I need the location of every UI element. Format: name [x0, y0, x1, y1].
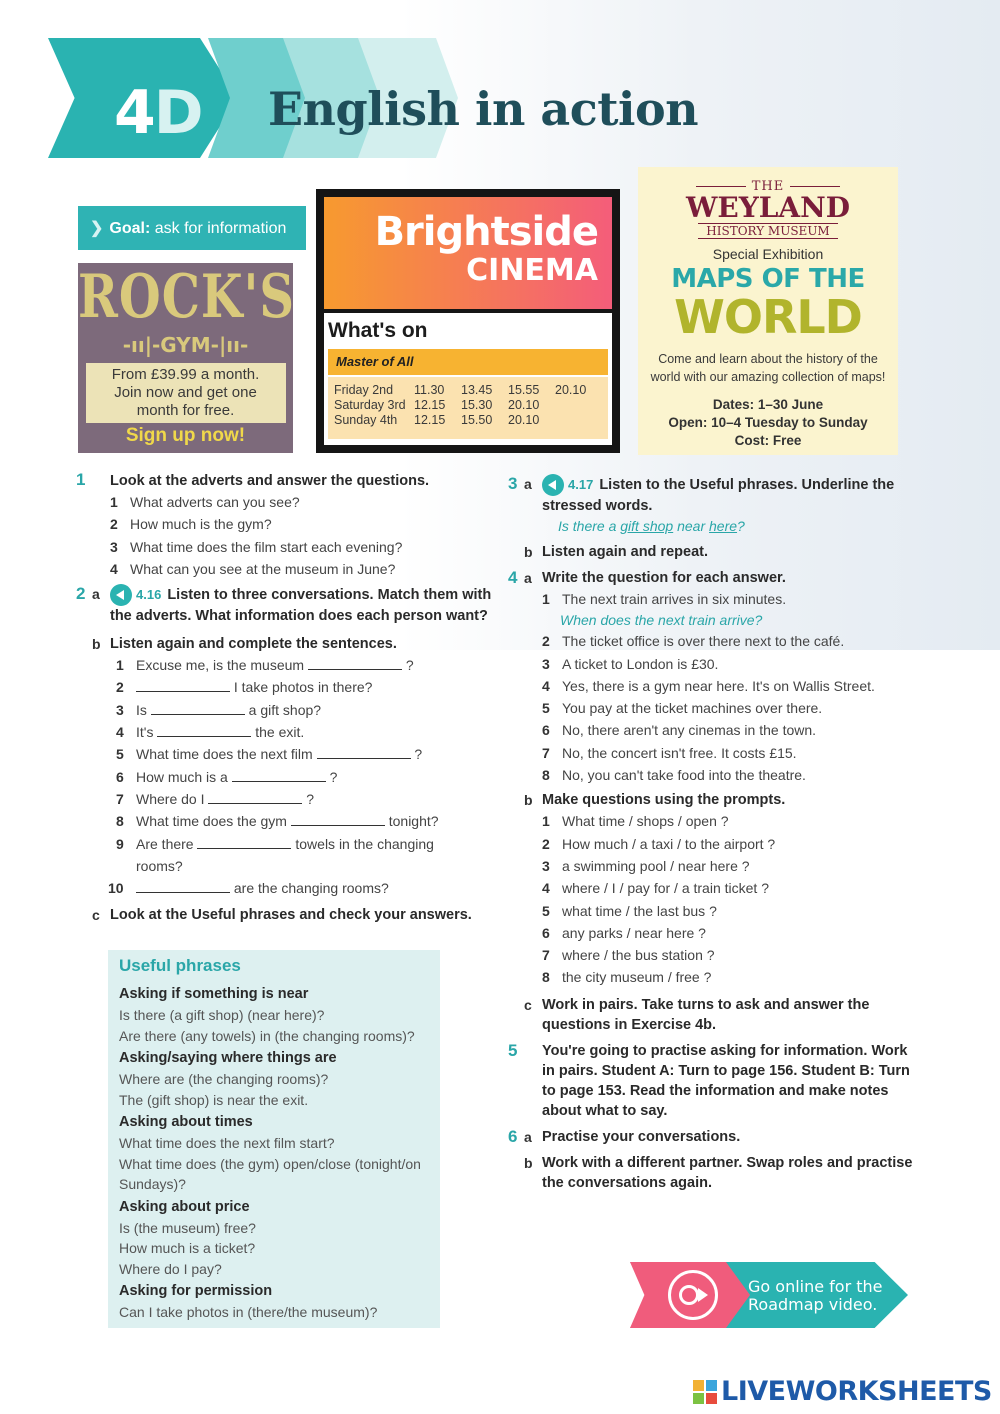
phrase-heading: Asking if something is near	[119, 986, 309, 1002]
showtime: 12.15	[414, 398, 446, 412]
item-text: How much / a taxi / to the airport ?	[562, 835, 776, 852]
list-item: 2 How much is the gym?	[110, 516, 272, 533]
museum-info	[638, 396, 898, 450]
phrase-heading: Asking/saying where things are	[119, 1050, 337, 1066]
film-title: Master of All	[336, 354, 414, 369]
showtime: 20.10	[555, 383, 587, 397]
logo-square	[693, 1380, 704, 1391]
item-text: Are there	[136, 835, 194, 852]
exercise-instruction: Listen again and complete the sentences.	[110, 636, 397, 653]
item-text: any parks / near here ?	[562, 924, 706, 941]
gym-cta: Sign up now!	[125, 425, 246, 446]
gym-subtitle: -ıı|-GYM-|ıı-	[122, 333, 249, 357]
exercise-number: 6	[508, 1126, 518, 1146]
item-number: 4	[116, 724, 124, 741]
gym-advert	[78, 263, 293, 453]
cinema-subtitle: CINEMA	[466, 253, 598, 288]
logo-square	[706, 1393, 717, 1404]
item-number: 6	[116, 768, 124, 785]
phrase-line: What time does (the gym) open/close (tonight/on	[119, 1155, 421, 1172]
list-item: 1 The next train arrives in six minutes.	[542, 591, 787, 607]
museum-the: THE	[638, 179, 898, 194]
exercise-number: 4	[508, 568, 518, 587]
exercise-5	[508, 1041, 918, 1121]
item-text: a swimming pool / near here ?	[562, 857, 750, 874]
item-number: 10	[108, 880, 124, 897]
example-answer	[508, 516, 918, 536]
list-item: 6 No, there aren't any cinemas in the town.	[542, 722, 817, 739]
showtime: 15.30	[461, 398, 493, 412]
list-item: 6 any parks / near here ?	[542, 924, 706, 941]
track-number: 4.16	[136, 587, 162, 603]
whats-on-heading: What's on	[328, 319, 428, 342]
answer-blank[interactable]	[308, 658, 402, 670]
list-item	[116, 788, 496, 810]
cinema-name: Brightside	[374, 209, 598, 255]
exercise-instruction: Write the question for each answer.	[542, 570, 786, 586]
item-text: tonight?	[388, 813, 439, 830]
list-item	[108, 877, 496, 899]
item-text: A ticket to London is £30.	[562, 655, 719, 672]
useful-phrases-title: Useful phrases	[119, 956, 241, 975]
exercise-instruction: Look at the Useful phrases and check your answers.	[110, 907, 472, 924]
list-item	[116, 699, 496, 721]
item-text: The next train arrives in six minutes.	[562, 591, 787, 607]
gym-offer-line: month for free.	[136, 402, 235, 419]
list-item: 7 No, the concert isn't free. It costs £15.	[542, 744, 797, 761]
sub-label: b	[524, 792, 533, 809]
phrase-heading: Asking about times	[119, 1114, 253, 1130]
list-item: 3 a swimming pool / near here ?	[542, 857, 750, 874]
item-text: rooms?	[136, 857, 183, 874]
liveworksheets-logo-icon	[693, 1380, 717, 1404]
museum-exhibit-world: WORLD	[674, 290, 862, 344]
camera-body-shape	[698, 1288, 708, 1302]
sub-label: a	[92, 586, 100, 603]
sub-label: b	[524, 1154, 533, 1171]
showtime-day: Friday 2nd	[334, 383, 394, 397]
phrase-line: Can I take photos in (there/the museum)?	[119, 1304, 378, 1320]
item-text: You pay at the ticket machines over there.	[562, 700, 823, 717]
list-item: 2 The ticket office is over there next to the café.	[542, 633, 845, 650]
item-number: 8	[116, 813, 124, 830]
showtime: 13.45	[461, 383, 493, 397]
phrase-line: How much is a ticket?	[119, 1240, 256, 1256]
exercise-1	[76, 470, 496, 580]
item-number: 2	[116, 679, 124, 696]
list-item: 4 where / I / pay for / a train ticket ?	[542, 880, 769, 897]
phrase-line: What time does the next film start?	[119, 1135, 335, 1151]
phrase-line: Is (the museum) free?	[119, 1219, 256, 1236]
phrase-line: Is there (a gift shop) (near here)?	[119, 1007, 325, 1023]
sub-label: a	[524, 570, 532, 586]
exercise-instruction: Make questions using the prompts.	[542, 792, 786, 809]
useful-phrases-box	[108, 950, 440, 1328]
list-item	[116, 743, 496, 765]
track-number: 4.17	[568, 476, 594, 492]
video-banner-text[interactable]: Go online for the Roadmap video.	[748, 1277, 883, 1314]
goal-banner	[78, 206, 306, 250]
item-text: are the changing rooms?	[233, 880, 389, 897]
logo-square	[693, 1393, 704, 1404]
answer-blank[interactable]	[232, 770, 326, 782]
audio-icon[interactable]	[542, 474, 564, 496]
showtime-row	[334, 383, 608, 398]
list-item: 1 What time / shops / open ?	[542, 813, 729, 830]
showtime-row	[334, 398, 608, 413]
showtime: 11.30	[414, 383, 445, 397]
item-text: No, you can't take food into the theatre.	[562, 767, 806, 784]
right-column	[508, 474, 918, 1193]
item-text: where / I / pay for / a train ticket ?	[562, 880, 769, 897]
sub-label: c	[524, 996, 532, 1013]
item-text: ?	[329, 768, 338, 785]
exercise-instruction: You're going to practise asking for information. Work in pairs. Student A: Turn to page 156. Student B: Turn to page 153. Read the information and make notes about what to say.	[542, 1042, 910, 1119]
exercise-number: 2	[76, 584, 86, 604]
answer-blank[interactable]	[317, 747, 411, 759]
camera-lens-shape	[679, 1285, 699, 1305]
chevron-right-icon: ❯	[90, 220, 104, 237]
gym-offer-line: From £39.99 a month.	[111, 366, 260, 383]
exercise-instruction: Look at the adverts and answer the questions.	[110, 473, 430, 489]
exercise-instruction: Listen again and repeat.	[542, 544, 708, 560]
item-text: No, there aren't any cinemas in the town.	[562, 722, 817, 739]
roadmap-video-banner[interactable]	[630, 1262, 908, 1328]
item-text: What time does the next film	[136, 746, 313, 763]
phrase-heading: Asking for permission	[119, 1283, 273, 1299]
item-text: Is	[136, 701, 147, 718]
phrase-line: The (gift shop) is near the exit.	[119, 1091, 309, 1108]
gym-offer	[86, 363, 286, 423]
sub-label: a	[524, 476, 532, 492]
example-text: near	[673, 518, 710, 534]
museum-cost: Cost: Free	[734, 433, 802, 448]
item-text: The ticket office is over there next to the café.	[562, 633, 845, 650]
list-item	[116, 721, 496, 743]
museum-dates: Dates: 1–30 June	[712, 397, 824, 412]
item-number: 9	[116, 835, 124, 852]
item-text: ?	[414, 746, 423, 763]
list-item-continued	[116, 855, 496, 877]
item-text: I take photos in there?	[233, 679, 373, 696]
item-text: a gift shop?	[248, 701, 322, 718]
cinema-header	[324, 197, 612, 309]
exercise-number: 5	[508, 1040, 518, 1060]
showtime: 20.10	[508, 413, 540, 427]
item-text: What time does the gym	[136, 813, 287, 830]
liveworksheets-brand	[693, 1376, 992, 1407]
showtimes	[328, 377, 608, 439]
sub-label: a	[524, 1128, 532, 1145]
item-text: the exit.	[255, 724, 305, 741]
museum-exhibit-title: MAPS OF THE	[671, 264, 865, 294]
left-column	[76, 470, 496, 925]
item-text: ?	[306, 790, 315, 807]
unit-letter: D	[153, 78, 202, 148]
museum-history: HISTORY MUSEUM	[698, 223, 837, 239]
list-item: 5 what time / the last bus ?	[542, 902, 717, 919]
answer-blank[interactable]	[157, 725, 251, 737]
list-item	[116, 810, 496, 832]
gym-offer-line: Join now and get one	[114, 384, 257, 401]
showtime-day: Sunday 4th	[334, 413, 398, 427]
item-text: It's	[136, 724, 154, 741]
showtime-row	[334, 413, 608, 428]
exercise-4	[508, 568, 918, 1035]
example-text: Is there a	[558, 518, 621, 534]
exercise-6	[508, 1127, 918, 1193]
showtime-day: Saturday 3rd	[334, 398, 406, 412]
exercise-3	[508, 474, 918, 562]
answer-blank[interactable]	[151, 703, 245, 715]
item-text: How much is a	[136, 768, 228, 785]
phrase-heading: Asking about price	[119, 1198, 250, 1215]
showtime: 20.10	[508, 398, 540, 412]
item-text: What can you see at the museum in June?	[130, 560, 396, 577]
exercise-instruction: Practise your conversations.	[542, 1128, 741, 1145]
audio-icon[interactable]	[110, 584, 132, 606]
goal-text: ask for information	[154, 220, 287, 237]
gym-name: ROCK'S	[78, 262, 295, 332]
exercise-instruction: Work in pairs. Take turns to ask and answer the questions in Exercise 4b.	[542, 996, 870, 1033]
showtime: 15.50	[461, 413, 493, 427]
unit-number	[114, 78, 202, 148]
list-item: 8 No, you can't take food into the theatre.	[542, 767, 806, 784]
exercise-instruction: Listen to three conversations. Match them with the adverts. What information does each person want?	[110, 587, 492, 625]
list-item	[116, 676, 496, 698]
example-stressed: here	[709, 518, 738, 534]
item-text: Yes, there is a gym near here. It's on Wallis Street.	[562, 677, 875, 694]
museum-advert	[638, 167, 898, 455]
goal-label: Goal:	[109, 220, 151, 237]
list-item	[116, 766, 496, 788]
showtime: 12.15	[414, 413, 446, 427]
exercise-instruction: Work with a different partner. Swap roles and practise the conversations again.	[542, 1154, 913, 1191]
exercise-2	[76, 584, 496, 925]
film-bar	[328, 349, 608, 375]
cinema-advert	[316, 189, 620, 453]
exercise-number: 1	[76, 470, 86, 489]
exercise-number: 3	[508, 474, 518, 493]
phrase-line: Where are (the changing rooms)?	[119, 1071, 329, 1087]
unit-digit: 4	[114, 78, 154, 148]
list-item	[116, 654, 496, 676]
list-item: 3 A ticket to London is £30.	[542, 655, 719, 672]
item-text: What adverts can you see?	[130, 494, 300, 510]
brand-name: LIVEWORKSHEETS	[721, 1376, 992, 1407]
item-text: ?	[405, 657, 414, 674]
list-item: 1 What adverts can you see?	[110, 494, 300, 510]
answer-blank[interactable]	[136, 680, 230, 692]
list-item: 4 Yes, there is a gym near here. It's on Wallis Street.	[542, 677, 875, 694]
item-text: No, the concert isn't free. It costs £15.	[562, 744, 797, 761]
item-text: Excuse me, is the museum	[136, 657, 305, 674]
phrase-line: Sundays)?	[119, 1176, 186, 1192]
item-number: 5	[116, 746, 124, 763]
item-text: where / the bus station ?	[562, 947, 715, 964]
sub-label: b	[92, 636, 101, 653]
list-item: 3 What time does the film start each evening?	[110, 538, 403, 555]
sub-label: c	[92, 907, 100, 924]
item-text: Where do I	[136, 790, 205, 807]
answer-blank[interactable]	[208, 792, 302, 804]
example-stressed: gift shop	[620, 518, 674, 534]
page-title: English in action	[268, 82, 699, 136]
list-item	[116, 833, 496, 855]
item-text: the city museum / free ?	[562, 969, 712, 986]
logo-square	[706, 1380, 717, 1391]
museum-name: WEYLAND	[685, 191, 851, 224]
answer-blank[interactable]	[136, 881, 230, 893]
item-text: What time does the film start each evening?	[130, 538, 403, 555]
item-text: How much is the gym?	[130, 516, 272, 533]
item-number: 7	[116, 790, 124, 807]
list-item: 2 How much / a taxi / to the airport ?	[542, 835, 776, 852]
example-text: ?	[737, 518, 745, 534]
exercise-instruction: Listen to the Useful phrases. Underline the stressed words.	[542, 476, 895, 514]
phrase-line: Where do I pay?	[119, 1260, 222, 1277]
video-camera-icon[interactable]	[668, 1270, 718, 1320]
cinema-listing	[324, 313, 612, 445]
item-number: 1	[116, 657, 124, 674]
phrase-line: Are there (any towels) in (the changing rooms)?	[119, 1027, 415, 1044]
museum-special: Special Exhibition	[712, 246, 824, 262]
answer-blank[interactable]	[291, 814, 385, 826]
item-text: what time / the last bus ?	[562, 902, 717, 919]
answer-blank[interactable]	[197, 837, 291, 849]
list-item: 5 You pay at the ticket machines over there.	[542, 700, 823, 717]
item-text: towels in the changing	[295, 835, 434, 852]
showtime: 15.55	[508, 383, 540, 397]
item-number: 3	[116, 701, 124, 718]
list-item: 8 the city museum / free ?	[542, 969, 712, 986]
sub-label: b	[524, 544, 533, 560]
museum-open: Open: 10–4 Tuesday to Sunday	[668, 415, 868, 430]
list-item: 7 where / the bus station ?	[542, 947, 715, 964]
item-text: What time / shops / open ?	[562, 813, 729, 830]
list-item: 4 What can you see at the museum in June?	[110, 560, 396, 577]
example-answer: When does the next train arrive?	[560, 612, 763, 629]
museum-description: Come and learn about the history of the world with our amazing collection of maps!	[650, 352, 886, 384]
